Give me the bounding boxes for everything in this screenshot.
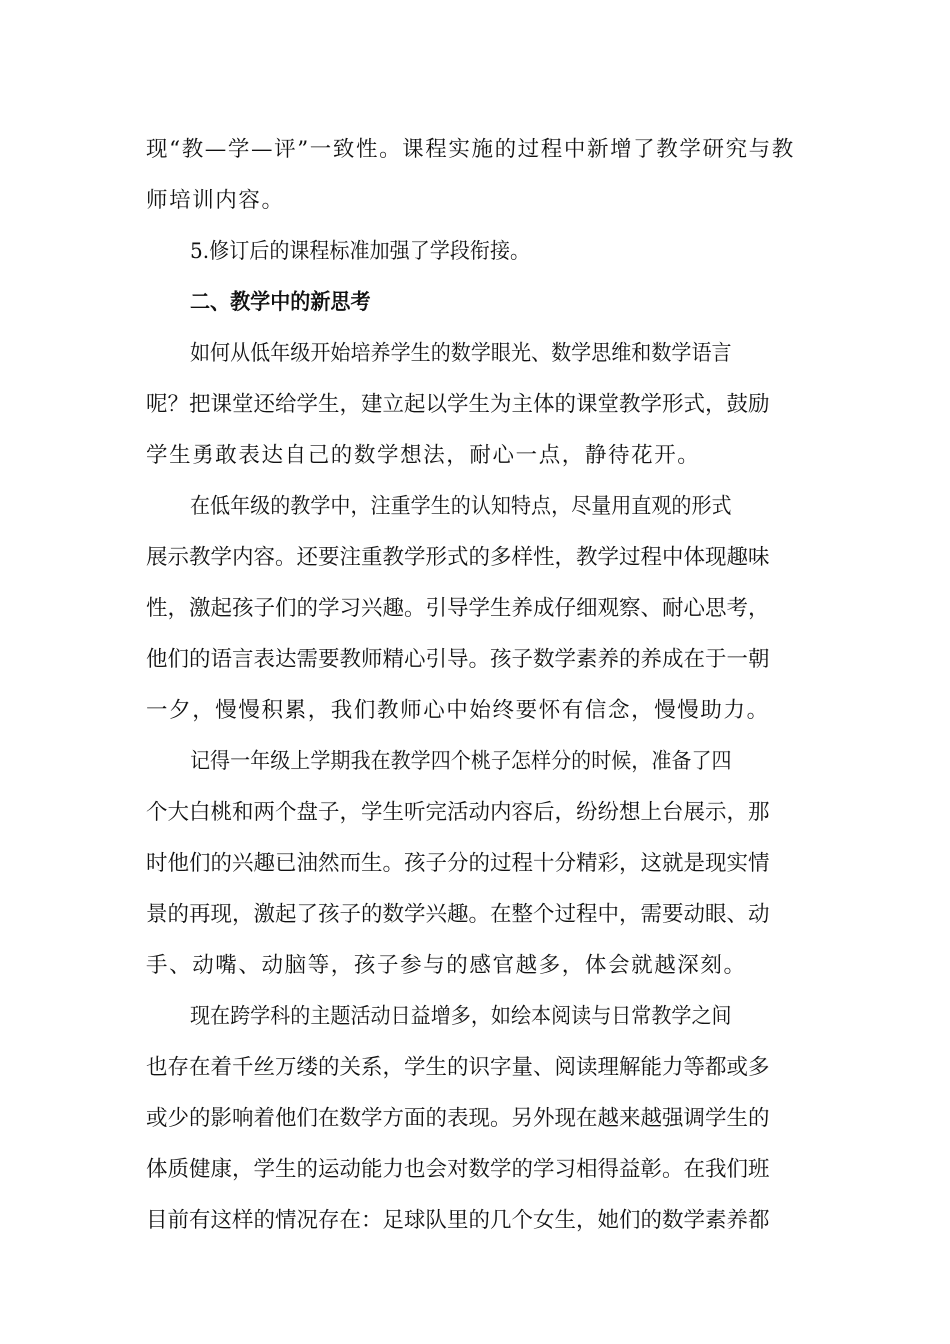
text-line: 一夕，慢慢积累，我们教师心中始终要怀有信念，慢慢助力。	[146, 698, 770, 723]
section-heading: 二、教学中的新思考	[190, 290, 371, 315]
text-line: 或少的影响着他们在数学方面的表现。另外现在越来越强调学生的	[146, 1106, 770, 1131]
text-line: 师培训内容。	[146, 188, 285, 213]
text-line: 如何从低年级开始培养学生的数学眼光、数学思维和数学语言	[190, 341, 732, 366]
text-line: 他们的语言表达需要教师精心引导。孩子数学素养的养成在于一朝	[146, 647, 770, 672]
text-line: 学生勇敢表达自己的数学想法，耐心一点，静待花开。	[146, 443, 701, 468]
text-line: 个大白桃和两个盘子，学生听完活动内容后，纷纷想上台展示，那	[146, 800, 770, 825]
text-line: 现“教—学—评”一致性。课程实施的过程中新增了教学研究与教	[146, 137, 795, 162]
text-line: 时他们的兴趣已油然而生。孩子分的过程十分精彩，这就是现实情	[146, 851, 770, 876]
text-line: 也存在着千丝万缕的关系，学生的识字量、阅读理解能力等都或多	[146, 1055, 770, 1080]
text-line: 展示教学内容。还要注重教学形式的多样性，教学过程中体现趣味	[146, 545, 770, 570]
text-line: 在低年级的教学中，注重学生的认知特点，尽量用直观的形式	[190, 494, 732, 519]
text-line: 手、动嘴、动脑等，孩子参与的感官越多，体会就越深刻。	[146, 953, 747, 978]
list-item: 5.修订后的课程标准加强了学段衔接。	[190, 239, 531, 264]
text-line: 目前有这样的情况存在：足球队里的几个女生，她们的数学素养都	[146, 1208, 770, 1233]
text-line: 性，激起孩子们的学习兴趣。引导学生养成仔细观察、耐心思考，	[146, 596, 770, 621]
text-line: 现在跨学科的主题活动日益增多，如绘本阅读与日常教学之间	[190, 1004, 732, 1029]
text-line: 景的再现，激起了孩子的数学兴趣。在整个过程中，需要动眼、动	[146, 902, 770, 927]
text-line: 记得一年级上学期我在教学四个桃子怎样分的时候，准备了四	[190, 749, 732, 774]
text-line: 呢？把课堂还给学生，建立起以学生为主体的课堂教学形式，鼓励	[146, 392, 770, 417]
text-line: 体质健康，学生的运动能力也会对数学的学习相得益彰。在我们班	[146, 1157, 770, 1182]
